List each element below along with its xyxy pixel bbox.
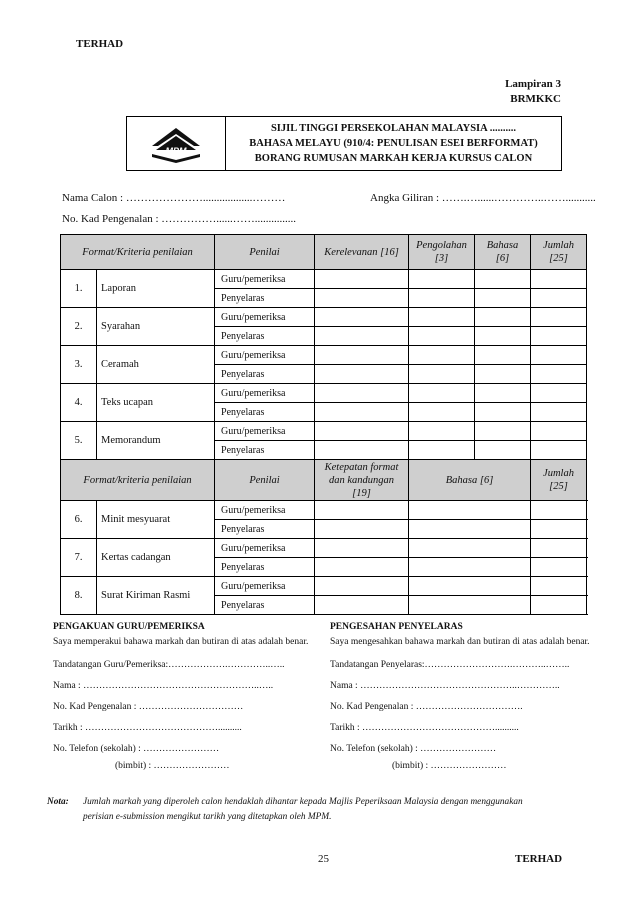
penilai-guru: Guru/pemeriksa (215, 422, 315, 441)
penilai-guru: Guru/pemeriksa (215, 577, 315, 596)
mark-cell[interactable] (315, 441, 409, 460)
nama-calon-field[interactable]: Nama Calon : …………………..................……… (62, 192, 286, 204)
row-number: 1. (61, 270, 97, 308)
mark-cell[interactable] (475, 289, 531, 308)
mark-cell[interactable] (475, 365, 531, 384)
pengakuan-text: Saya memperakui bahawa markah dan butiran di atas adalah benar. (53, 637, 309, 647)
row-number: 6. (61, 501, 97, 539)
header-kriteria: Format/Kriteria penilaian (61, 235, 215, 270)
mark-cell[interactable] (531, 596, 587, 615)
table-row (61, 577, 587, 596)
mark-cell[interactable] (531, 422, 587, 441)
logo-cell (127, 117, 226, 170)
row-number: 8. (61, 577, 97, 615)
mark-cell[interactable] (475, 270, 531, 289)
table2-header-row (61, 460, 587, 501)
pengakuan-tarikh[interactable]: Tarikh : …………………………………….......... (53, 723, 242, 733)
mark-cell[interactable] (409, 365, 475, 384)
mark-cell[interactable] (409, 539, 531, 558)
mark-cell[interactable] (315, 308, 409, 327)
pengakuan-title: PENGAKUAN GURU/PEMERIKSA (53, 622, 205, 632)
top-terhad-label: TERHAD (76, 38, 124, 50)
mark-cell[interactable] (475, 422, 531, 441)
penilai-guru: Guru/pemeriksa (215, 346, 315, 365)
pengesahan-tandatangan[interactable]: Tandatangan Penyelaras:……………………….………..…….. (330, 660, 570, 670)
header2-kriteria: Format/kriteria penilaian (61, 460, 215, 501)
nota-line-2: perisian e-submission mengikut tarikh yang ditetapkan oleh MPM. (83, 812, 332, 822)
mark-cell[interactable] (475, 327, 531, 346)
title-line-3: BORANG RUMUSAN MARKAH KERJA KURSUS CALON (254, 153, 533, 164)
nota-line-1: Jumlah markah yang diperoleh calon hendaklah dihantar kepada Majlis Peperiksaan Malaysia dengan menggunakan (83, 797, 523, 807)
header2-penilai: Penilai (215, 460, 315, 501)
header2-bahasa: Bahasa [6] (409, 460, 531, 501)
table-row (61, 384, 587, 403)
pengakuan-tandatangan[interactable]: Tandatangan Guru/Pemeriksa:……………….…………..….. (53, 660, 285, 670)
mark-cell[interactable] (531, 384, 587, 403)
form-title (226, 117, 561, 170)
mark-cell[interactable] (315, 596, 409, 615)
mark-cell[interactable] (315, 403, 409, 422)
penilai-guru: Guru/pemeriksa (215, 308, 315, 327)
row-format-name: Ceramah (97, 346, 215, 384)
mark-cell[interactable] (409, 308, 475, 327)
row-format-name: Surat Kiriman Rasmi (97, 577, 215, 615)
mark-cell[interactable] (475, 384, 531, 403)
angka-giliran-field[interactable]: Angka Giliran : …….…......…………..……........... (370, 192, 596, 204)
table-row (61, 346, 587, 365)
row-format-name: Laporan (97, 270, 215, 308)
penilai-guru: Guru/pemeriksa (215, 270, 315, 289)
penilai-penyelaras: Penyelaras (215, 596, 315, 615)
mark-cell[interactable] (315, 422, 409, 441)
mark-cell[interactable] (531, 501, 587, 520)
mark-cell[interactable] (531, 346, 587, 365)
pengakuan-section (53, 620, 323, 774)
penilai-penyelaras: Penyelaras (215, 558, 315, 577)
mark-cell[interactable] (315, 558, 409, 577)
pengakuan-telefon-bimbit[interactable]: (bimbit) : …………………… (115, 761, 230, 771)
row-number: 2. (61, 308, 97, 346)
penilai-penyelaras: Penyelaras (215, 365, 315, 384)
header2-jumlah: Jumlah [25] (531, 460, 587, 501)
mark-cell[interactable] (531, 577, 587, 596)
logo-text: MPM (165, 145, 187, 156)
row-format-name: Minit mesyuarat (97, 501, 215, 539)
mark-cell[interactable] (531, 539, 587, 558)
mark-cell[interactable] (475, 441, 531, 460)
pengakuan-nama[interactable]: Nama : ………………………………………………..….. (53, 681, 274, 691)
mark-cell[interactable] (531, 289, 587, 308)
mark-cell[interactable] (409, 577, 531, 596)
pengesahan-kad[interactable]: No. Kad Pengenalan : ……………………………. (330, 702, 523, 712)
mark-cell[interactable] (409, 270, 475, 289)
mark-cell[interactable] (531, 520, 587, 539)
nota-block (47, 795, 607, 825)
mark-cell[interactable] (315, 270, 409, 289)
row-format-name: Syarahan (97, 308, 215, 346)
mark-cell[interactable] (409, 346, 475, 365)
mark-cell[interactable] (409, 501, 531, 520)
mark-cell[interactable] (315, 384, 409, 403)
pengesahan-text: Saya mengesahkan bahawa markah dan butiran di atas adalah benar. (330, 637, 590, 647)
table-row (61, 501, 587, 520)
title-box (126, 116, 562, 171)
header2-ketepatan: Ketepatan format dan kandungan [19] (315, 460, 409, 501)
table-row (61, 308, 587, 327)
table2-body (61, 501, 587, 615)
pengesahan-title: PENGESAHAN PENYELARAS (330, 622, 463, 632)
mark-cell[interactable] (315, 520, 409, 539)
mark-cell[interactable] (315, 501, 409, 520)
table1-header-row (61, 235, 587, 270)
mark-cell[interactable] (409, 596, 531, 615)
title-line-1: SIJIL TINGGI PERSEKOLAHAN MALAYSIA .......... (270, 123, 517, 134)
mark-cell[interactable] (531, 365, 587, 384)
table-row (61, 270, 587, 289)
row-number: 7. (61, 539, 97, 577)
pengesahan-tarikh[interactable]: Tarikh : …………………………………….......... (330, 723, 519, 733)
mark-cell[interactable] (315, 327, 409, 346)
mark-cell[interactable] (315, 577, 409, 596)
row-format-name: Kertas cadangan (97, 539, 215, 577)
pengakuan-kad[interactable]: No. Kad Pengenalan : …………………………… (53, 702, 244, 712)
mark-cell[interactable] (409, 520, 531, 539)
pengakuan-telefon-sekolah[interactable]: No. Telefon (sekolah) : …………………… (53, 744, 220, 754)
row-number: 3. (61, 346, 97, 384)
title-line-2: BAHASA MELAYU (910/4: PENULISAN ESEI BERFORMAT) (249, 138, 538, 149)
mark-cell[interactable] (531, 403, 587, 422)
pengesahan-nama[interactable]: Nama : …………………………………………..………….. (330, 681, 560, 691)
row-number: 5. (61, 422, 97, 460)
penilai-guru: Guru/pemeriksa (215, 384, 315, 403)
mark-cell[interactable] (475, 403, 531, 422)
nota-label: Nota: (47, 797, 69, 807)
pengesahan-section (330, 620, 600, 774)
mark-cell[interactable] (475, 308, 531, 327)
penilai-guru: Guru/pemeriksa (215, 501, 315, 520)
penilai-penyelaras: Penyelaras (215, 327, 315, 346)
mark-cell[interactable] (409, 558, 531, 577)
row-number: 4. (61, 384, 97, 422)
header-pengolahan: Pengolahan [3] (409, 235, 475, 270)
mark-cell[interactable] (531, 558, 587, 577)
mark-cell[interactable] (409, 289, 475, 308)
mark-cell[interactable] (409, 422, 475, 441)
header-jumlah: Jumlah [25] (531, 235, 587, 270)
mark-cell[interactable] (409, 441, 475, 460)
mark-cell[interactable] (315, 346, 409, 365)
mark-cell[interactable] (315, 365, 409, 384)
mark-cell[interactable] (475, 346, 531, 365)
bottom-terhad-label: TERHAD (515, 853, 563, 865)
marks-table (60, 234, 587, 615)
penilai-penyelaras: Penyelaras (215, 289, 315, 308)
header-kerelevanan: Kerelevanan [16] (315, 235, 409, 270)
mark-cell[interactable] (531, 308, 587, 327)
mark-cell[interactable] (531, 270, 587, 289)
table1-body (61, 270, 587, 460)
form-code: BRMKKC (510, 93, 561, 105)
mark-cell[interactable] (531, 327, 587, 346)
table-row (61, 539, 587, 558)
header-bahasa: Bahasa [6] (475, 235, 531, 270)
lampiran-block (505, 77, 561, 107)
table-row (61, 422, 587, 441)
row-format-name: Teks ucapan (97, 384, 215, 422)
mark-cell[interactable] (409, 384, 475, 403)
lampiran-label: Lampiran 3 (505, 78, 561, 90)
mpm-logo-icon (148, 124, 204, 164)
penilai-guru: Guru/pemeriksa (215, 539, 315, 558)
mark-cell[interactable] (315, 539, 409, 558)
penilai-penyelaras: Penyelaras (215, 403, 315, 422)
mark-cell[interactable] (315, 289, 409, 308)
header-penilai: Penilai (215, 235, 315, 270)
mark-cell[interactable] (409, 327, 475, 346)
page-number: 25 (318, 853, 329, 865)
penilai-penyelaras: Penyelaras (215, 520, 315, 539)
kad-pengenalan-field[interactable]: No. Kad Pengenalan : ……………......……............... (62, 213, 297, 225)
mark-cell[interactable] (531, 441, 587, 460)
penilai-penyelaras: Penyelaras (215, 441, 315, 460)
pengesahan-telefon-sekolah[interactable]: No. Telefon (sekolah) : …………………… (330, 744, 497, 754)
mark-cell[interactable] (409, 403, 475, 422)
pengesahan-telefon-bimbit[interactable]: (bimbit) : …………………… (392, 761, 507, 771)
row-format-name: Memorandum (97, 422, 215, 460)
